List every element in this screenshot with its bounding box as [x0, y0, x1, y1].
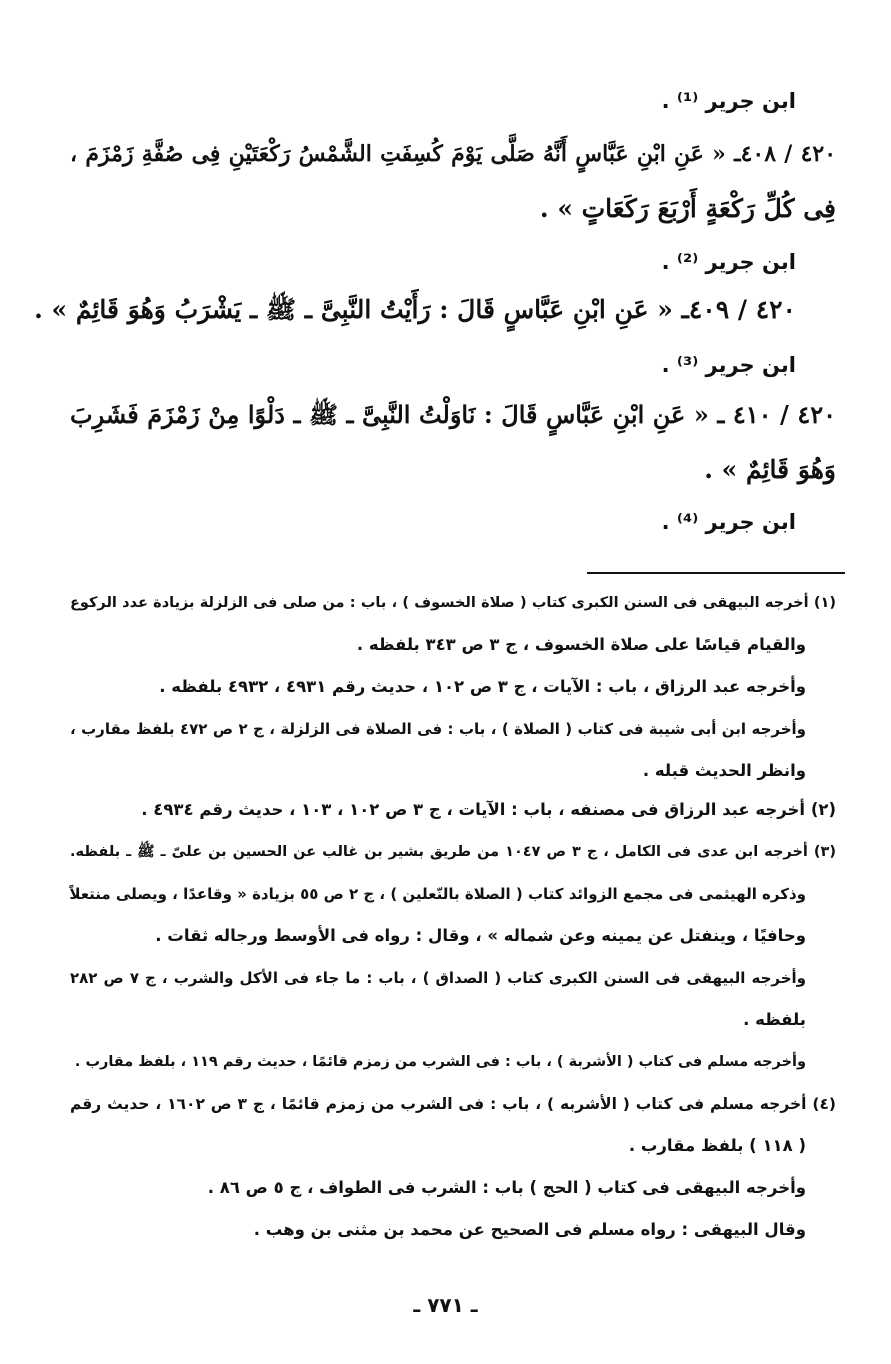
footnote-4-line: وأخرجه البيهقى فى كتاب ( الحج ) باب : الشرب فى الطواف ، ج ٥ ص ٨٦ .	[207, 1178, 806, 1197]
footnote-1-line: وأخرجه عبد الرزاق ، باب : الآيات ، ج ٣ ص ١٠٢ ، حديث رقم ٤٩٣١ ، ٤٩٣٢ بلفظه .	[159, 677, 806, 696]
footnote-3-line: وأخرجه مسلم فى كتاب ( الأشربة ) ، باب : فى الشرب من زمزم قائمًا ، حديث رقم ١١٩ ، بلفظ مقارب .	[74, 1054, 806, 1070]
source-attribution-2: ابن جرير ⁽²⁾ .	[661, 250, 796, 274]
footnote-1-line: والقيام قياسًا على صلاة الخسوف ، ج ٣ ص ٣٤٣ بلفظه .	[356, 635, 806, 654]
hadith-410-line-2: وَهُوَ قَائِمٌ » .	[704, 455, 836, 484]
footnote-separator	[587, 572, 845, 574]
footnote-4-line: ( ١١٨ ) بلفظ مقارب .	[628, 1136, 806, 1155]
footnote-3-line: (٣) أخرجه ابن عدى فى الكامل ، ج ٣ ص ١٠٤٧ من طريق بشير بن غالب عن الحسين بن علىّ ـ ﷺ ـ بلفظه.	[70, 844, 836, 860]
footnote-3-line: وأخرجه البيهقى فى السنن الكبرى كتاب ( الصداق ) ، باب : ما جاء فى الأكل والشرب ، ج ٧ ص ٢٨٢	[70, 969, 807, 987]
footnote-1-line: وانظر الحديث قبله .	[642, 761, 806, 780]
footnote-4-line: (٤) أخرجه مسلم فى كتاب ( الأشربه ) ، باب : فى الشرب من زمزم قائمًا ، ج ٣ ص ١٦٠٢ ، حديث رقم	[70, 1095, 836, 1113]
footnote-4-line: وقال البيهقى : رواه مسلم فى الصحيح عن محمد بن مثنى بن وهب .	[253, 1220, 806, 1239]
hadith-408-line-1: ٤٢٠ / ٤٠٨ـ « عَنِ ابْنِ عَبَّاسٍ أَنَّهُ صَلَّى يَوْمَ كُسِفَتِ الشَّمْسُ رَكْعَتَيْنِ فِى صُفَّةِ زَمْزَمَ ،	[70, 141, 837, 167]
source-attribution-3: ابن جرير ⁽³⁾ .	[661, 353, 796, 377]
hadith-408-line-2: فِى كُلِّ رَكْعَةٍ أَرْبَعَ رَكَعَاتٍ » .	[539, 194, 836, 223]
page-number: ـ ٧٧١ ـ	[413, 1293, 478, 1317]
footnote-1-line: وأخرجه ابن أبى شيبة فى كتاب ( الصلاة ) ، باب : فى الصلاة فى الزلزلة ، ج ٢ ص ٤٧٢ بلفظ مقارب ،	[70, 720, 806, 738]
footnote-3-line: وذكره الهيثمى فى مجمع الزوائد كتاب ( الصلاة بالنّعلين ) ، ج ٢ ص ٥٥ بزيادة « وقاعدًا ، ويصلى منتعلاً	[69, 885, 806, 903]
footnote-3-line: بلفظه .	[743, 1010, 806, 1029]
footnote-1-line: (١) أخرجه البيهقى فى السنن الكبرى كتاب ( صلاة الخسوف ) ، باب : من صلى فى الزلزلة بزيادة عدد الركوع	[70, 595, 836, 611]
source-attribution-4: ابن جرير ⁽⁴⁾ .	[661, 510, 796, 534]
hadith-409: ٤٢٠ / ٤٠٩ـ « عَنِ ابْنِ عَبَّاسٍ قَالَ : رَأَيْتُ النَّبِىَّ ـ ﷺ ـ يَشْرَبُ وَهُوَ قَائِمٌ » .	[34, 295, 796, 324]
source-attribution-1: ابن جرير ⁽¹⁾ .	[661, 89, 796, 113]
hadith-410-line-1: ٤٢٠ / ٤١٠ ـ « عَنِ ابْنِ عَبَّاسٍ قَالَ : نَاوَلْتُ النَّبِىَّ ـ ﷺ ـ دَلْوًا مِنْ زَمْزَمَ فَشَرِبَ	[70, 400, 836, 429]
footnote-2-line: (٢) أخرجه عبد الرزاق فى مصنفه ، باب : الآيات ، ج ٣ ص ١٠٢ ، ١٠٣ ، حديث رقم ٤٩٣٤ .	[141, 800, 836, 819]
footnote-3-line: وحافيًا ، وينفتل عن يمينه وعن شماله » ، وقال : رواه فى الأوسط ورجاله ثقات .	[155, 926, 806, 945]
